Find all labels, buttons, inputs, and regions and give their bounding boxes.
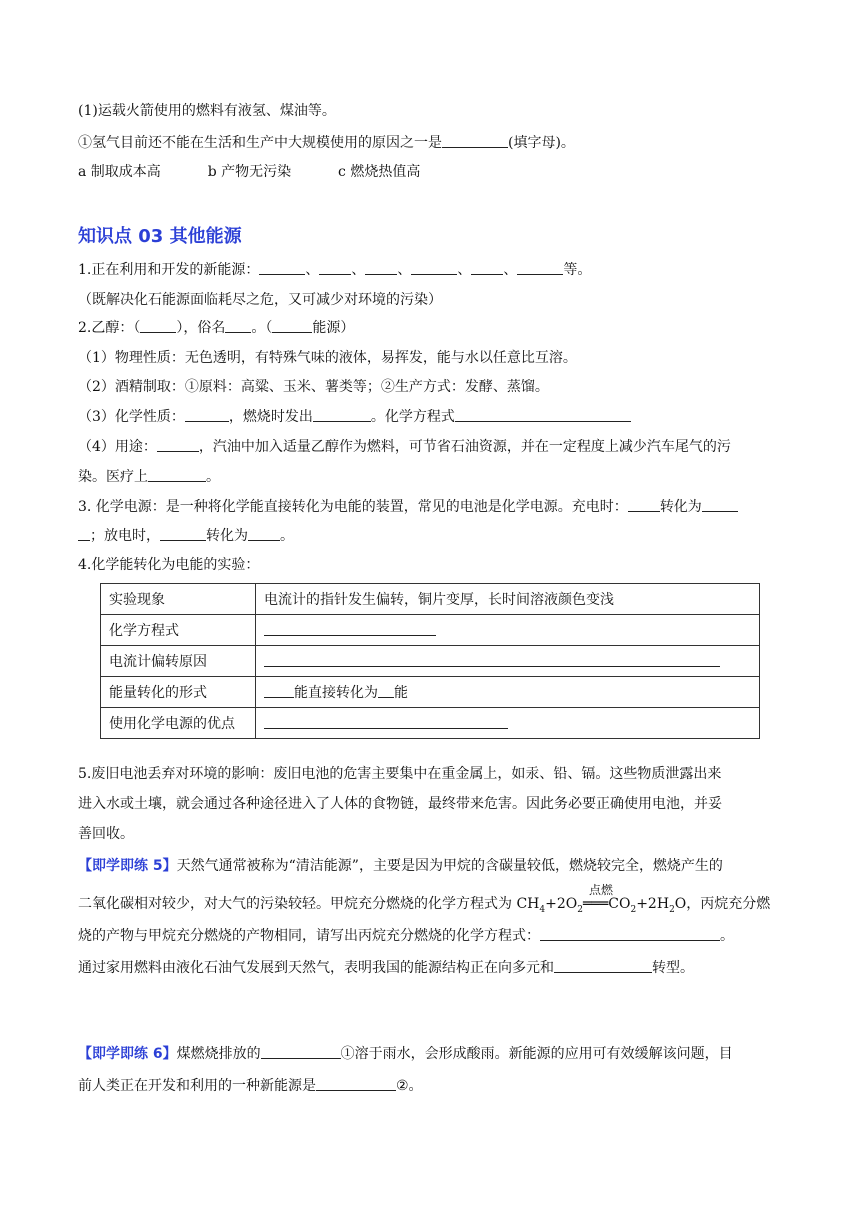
exercise-6-tag: 【即学即练 6】	[78, 1046, 177, 1062]
answer-blank[interactable]	[313, 407, 371, 422]
exercise-5-tag: 【即学即练 5】	[78, 858, 177, 874]
exercise-5-text: +2H	[636, 896, 670, 912]
answer-blank[interactable]	[264, 652, 720, 667]
row-text: 能直接转化为	[294, 685, 378, 701]
equation-blank[interactable]	[455, 407, 631, 422]
table-row	[101, 708, 760, 739]
item-1-suffix: 等。	[563, 262, 592, 278]
answer-blank[interactable]	[702, 497, 738, 512]
item-5-line-3: 善回收。	[78, 826, 134, 842]
answer-blank[interactable]	[628, 497, 660, 512]
exercise-5-text: 烧的产物与甲烷充分燃烧的产物相同，请写出丙烷充分燃烧的化学方程式：	[78, 928, 540, 944]
item-3-text: 。	[280, 528, 294, 544]
item-2	[78, 318, 354, 338]
experiment-table	[100, 583, 760, 739]
exercise-6-line-1	[78, 1044, 733, 1064]
answer-blank[interactable]	[160, 526, 206, 541]
row-label: 化学方程式	[101, 615, 256, 646]
exercise-6-text: ②。	[396, 1078, 423, 1094]
uses-text: （4）用途：	[78, 439, 157, 455]
alcohol-production: （2）酒精制取：①原料：高粱、玉米、薯类等；②生产方式：发酵、蒸馏。	[78, 379, 549, 395]
row-label: 能量转化的形式	[101, 677, 256, 708]
exercise-5-text: 通过家用燃料由液化石油气发展到天然气，表明我国的能源结构正在向多元和	[78, 960, 554, 976]
answer-blank[interactable]	[264, 683, 294, 698]
section-title: 知识点 03 其他能源	[78, 226, 242, 247]
answer-blank[interactable]	[259, 260, 305, 275]
separator: 、	[397, 262, 412, 278]
item-2-text: ），俗名	[176, 320, 226, 336]
option-b: b 产物无污染	[207, 164, 292, 180]
separator: 、	[305, 262, 320, 278]
item-1-note: （既解决化石能源面临耗尽之危，又可减少对环境的污染）	[78, 292, 442, 308]
row-label: 电流计偏转原因	[101, 646, 256, 677]
question-1a	[78, 133, 575, 153]
row-value	[256, 708, 760, 739]
options-row	[78, 162, 420, 182]
table-row	[101, 584, 760, 615]
uses-text: 染。医疗上	[78, 469, 148, 485]
option-c: c 燃烧热值高	[338, 164, 421, 180]
separator: 、	[457, 262, 472, 278]
separator: 、	[351, 262, 366, 278]
row-value	[256, 677, 760, 708]
option-a: a 制取成本高	[78, 164, 161, 180]
row-value	[256, 615, 760, 646]
answer-blank[interactable]	[148, 467, 206, 482]
table-row	[101, 615, 760, 646]
answer-blank[interactable]	[365, 260, 397, 275]
exercise-5-line-1	[78, 856, 723, 876]
uses-line-2	[78, 467, 220, 487]
item-3	[78, 497, 738, 517]
question-1a-text: ①氢气目前还不能在生活和生产中大规模使用的原因之一是	[78, 135, 442, 151]
answer-blank[interactable]	[185, 407, 229, 422]
answer-blank[interactable]	[272, 318, 312, 333]
answer-blank[interactable]	[140, 318, 176, 333]
exercise-6-line-2	[78, 1076, 423, 1096]
answer-blank[interactable]	[554, 958, 652, 973]
exercise-5-text: 转型。	[652, 960, 694, 976]
row-label: 使用化学电源的优点	[101, 708, 256, 739]
chemical-properties-text: ，燃烧时发出	[228, 409, 313, 425]
answer-blank[interactable]	[78, 526, 90, 541]
item-1-text: 1.正在利用和开发的新能源：	[78, 262, 260, 278]
uses-text: 。	[206, 469, 220, 485]
chemical-properties-text: （3）化学性质：	[78, 409, 185, 425]
answer-blank[interactable]	[319, 260, 351, 275]
answer-blank[interactable]	[411, 260, 457, 275]
separator: 、	[503, 262, 518, 278]
exercise-5-text: 天然气通常被称为“清洁能源”，主要是因为甲烷的含碳量较低，燃烧较完全，燃烧产生的	[176, 858, 723, 874]
item-2-text: 2.乙醇：（	[78, 320, 141, 336]
row-text: 能	[394, 685, 408, 701]
uses-text: ，汽油中加入适量乙醇作为燃料，可节省石油资源，并在一定程度上减少汽车尾气的污	[198, 439, 731, 455]
exercise-6-text: 前人类正在开发和利用的一种新能源是	[78, 1078, 316, 1094]
answer-blank[interactable]	[261, 1044, 341, 1059]
table-row	[101, 677, 760, 708]
item-3-text: 转化为	[659, 499, 702, 515]
item-2-text: 。（	[251, 320, 273, 336]
exercise-5-text: 。	[720, 928, 734, 944]
answer-blank[interactable]	[442, 133, 508, 148]
exercise-5-line-4	[78, 958, 694, 978]
question-1: (1)运载火箭使用的燃料有液氢、煤油等。	[78, 103, 336, 119]
item-3-text: 转化为	[206, 528, 248, 544]
item-2-text: 能源）	[312, 320, 355, 336]
reaction-arrow: 点燃 ═══	[583, 894, 608, 914]
answer-blank[interactable]	[157, 437, 199, 452]
table-row	[101, 646, 760, 677]
exercise-5-text: O，丙烷充分燃	[674, 896, 771, 912]
exercise-6-text: ①溶于雨水，会形成酸雨。新能源的应用可有效缓解该问题，目	[340, 1046, 733, 1062]
item-3-text: ；放电时，	[90, 528, 160, 544]
item-3-text: 3. 化学电源：是一种将化学能直接转化为电能的装置，常见的电池是化学电源。充电时：	[78, 499, 628, 515]
item-3-line-2	[78, 526, 294, 546]
item-4-title: 4.化学能转化为电能的实验：	[78, 557, 260, 573]
answer-blank[interactable]	[225, 318, 251, 333]
exercise-6-text: 煤燃烧排放的	[176, 1046, 261, 1062]
answer-blank[interactable]	[248, 526, 280, 541]
physical-properties: （1）物理性质：无色透明，有特殊气味的液体，易挥发，能与水以任意比互溶。	[78, 350, 577, 366]
answer-blank[interactable]	[378, 683, 394, 698]
exercise-5-text: +2O	[545, 896, 578, 912]
answer-blank[interactable]	[264, 714, 508, 729]
reaction-condition: 点燃	[588, 883, 613, 897]
question-1a-suffix: (填字母)。	[508, 135, 575, 151]
row-label: 实验现象	[101, 584, 256, 615]
equation-blank[interactable]	[540, 926, 720, 941]
item-5-line-1: 5.废旧电池丢弃对环境的影响：废旧电池的危害主要集中在重金属上，如汞、铅、镉。这些物质泄露出来	[78, 766, 722, 782]
exercise-5-line-3	[78, 926, 734, 946]
exercise-5-text: 二氧化碳相对较少，对大气的污染较轻。甲烷充分燃烧的化学方程式为 CH	[78, 896, 540, 912]
row-value	[256, 646, 760, 677]
equation-blank[interactable]	[264, 621, 436, 636]
exercise-5-text: CO	[608, 896, 631, 912]
answer-blank[interactable]	[471, 260, 503, 275]
answer-blank[interactable]	[517, 260, 563, 275]
answer-blank[interactable]	[316, 1076, 396, 1091]
uses-line	[78, 437, 731, 457]
chemical-properties	[78, 407, 631, 427]
chemical-properties-text: 。化学方程式	[370, 409, 455, 425]
row-value: 电流计的指针发生偏转，铜片变厚，长时间溶液颜色变浅	[256, 584, 760, 615]
item-1	[78, 260, 591, 280]
item-5-line-2: 进入水或土壤，就会通过各种途径进入了人体的食物链，最终带来危害。因此务必要正确使用电池，并妥	[78, 796, 722, 812]
exercise-5-line-2: 二氧化碳相对较少，对大气的污染较轻。甲烷充分燃烧的化学方程式为 $CH_4+2O_2$ 点燃 $═══CO_2+2H_2O$，丙烷充分燃	[78, 894, 770, 920]
